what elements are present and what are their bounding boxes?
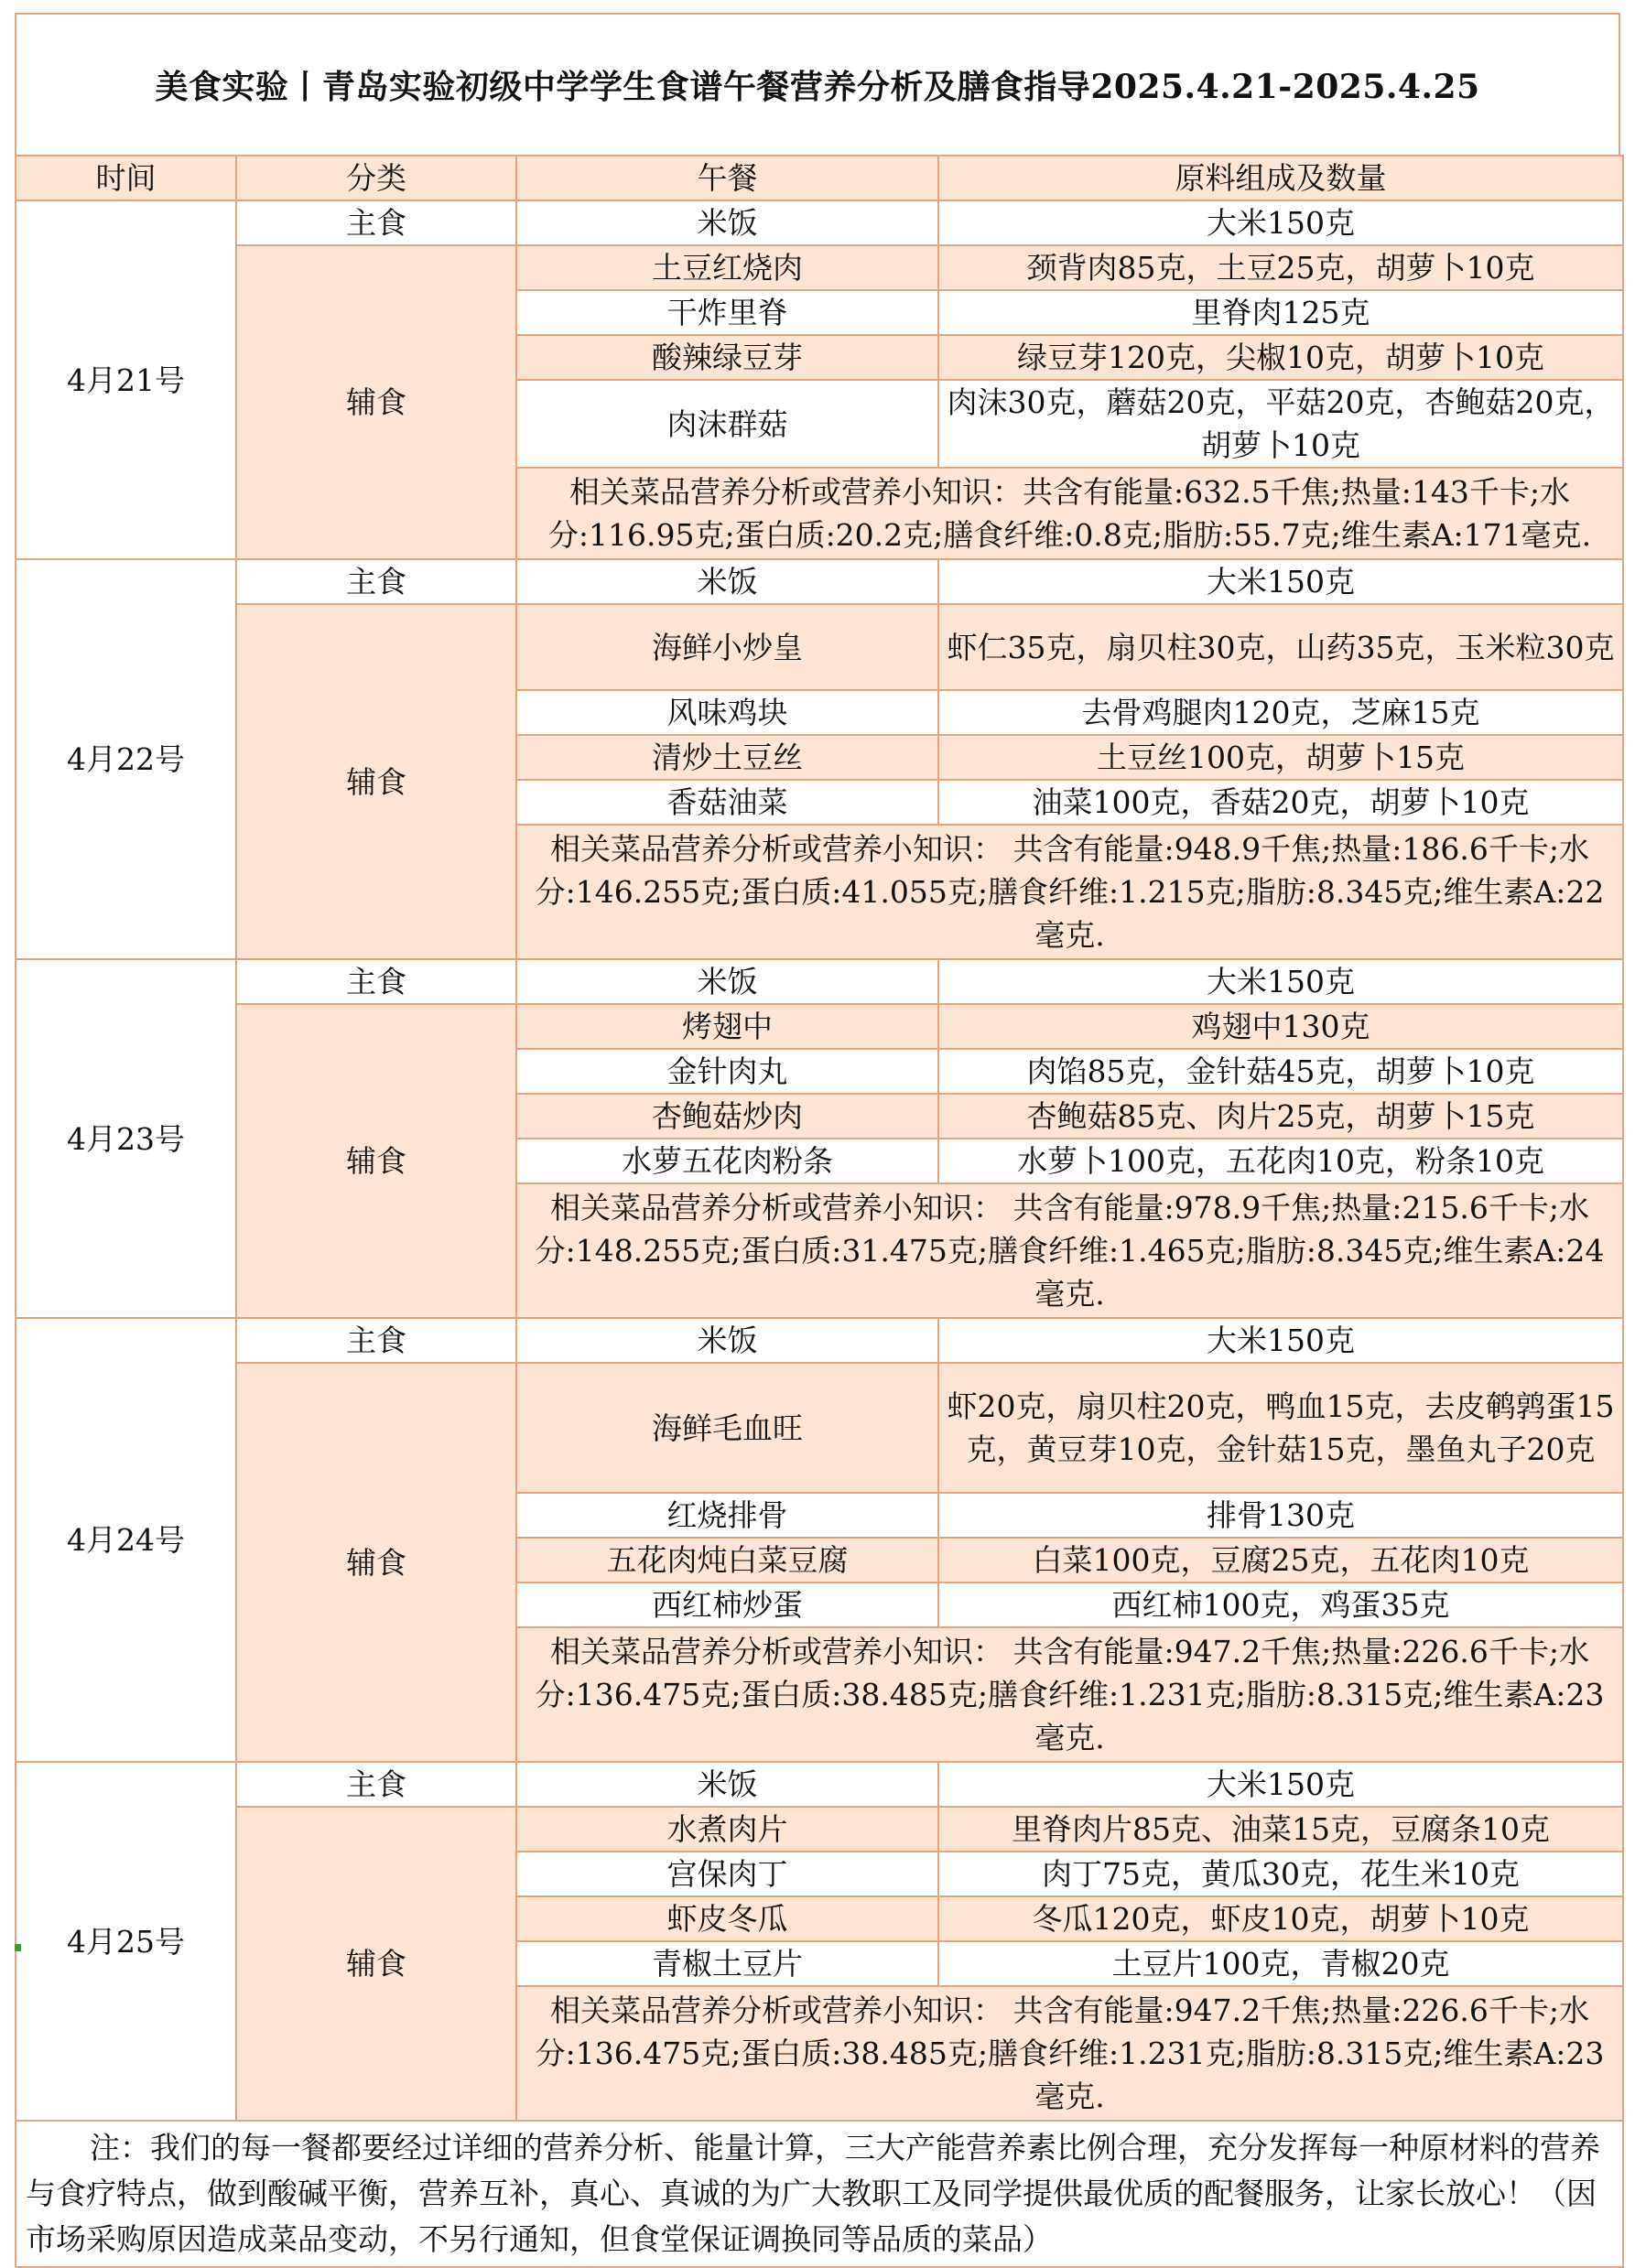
category-side: 辅食 — [236, 1807, 516, 2121]
dish-name: 土豆红烧肉 — [516, 245, 938, 290]
page-title: 美食实验丨青岛实验初级中学学生食谱午餐营养分析及膳食指导2025.4.21-2025.4.25 — [155, 68, 1480, 106]
dish-name: 虾皮冬瓜 — [516, 1896, 938, 1941]
dish-name: 米饭 — [516, 200, 938, 245]
dish-name: 红烧排骨 — [516, 1493, 938, 1538]
category-side: 辅食 — [236, 604, 516, 959]
date-cell: 4月25号 — [16, 1762, 236, 2121]
dish-name: 水萝五花肉粉条 — [516, 1139, 938, 1183]
category-staple: 主食 — [236, 200, 516, 245]
dish-ingredients: 绿豆芽120克，尖椒10克，胡萝卜10克 — [938, 335, 1623, 380]
category-staple: 主食 — [236, 1318, 516, 1363]
dish-ingredients: 大米150克 — [938, 959, 1623, 1004]
category-staple: 主食 — [236, 1762, 516, 1807]
dish-ingredients: 大米150克 — [938, 1762, 1623, 1807]
menu-sheet — [15, 13, 1622, 2257]
dish-ingredients: 土豆片100克，青椒20克 — [938, 1941, 1623, 1986]
date-cell: 4月24号 — [16, 1318, 236, 1762]
dish-name: 海鲜毛血旺 — [516, 1363, 938, 1493]
dish-ingredients: 杏鲍菇85克、肉片25克，胡萝卜15克 — [938, 1094, 1623, 1139]
dish-name: 青椒土豆片 — [516, 1941, 938, 1986]
table-row — [16, 1363, 1623, 1493]
dish-name: 干炸里脊 — [516, 290, 938, 335]
table-row — [16, 959, 1623, 1004]
dish-ingredients: 冬瓜120克，虾皮10克，胡萝卜10克 — [938, 1896, 1623, 1941]
date-cell: 4月21号 — [16, 200, 236, 559]
dish-name: 烤翅中 — [516, 1004, 938, 1049]
dish-ingredients: 西红柿100克，鸡蛋35克 — [938, 1582, 1623, 1627]
header-ingredients: 原料组成及数量 — [938, 156, 1623, 200]
table-row — [16, 1807, 1623, 1852]
dish-ingredients: 水萝卜100克，五花肉10克，粉条10克 — [938, 1139, 1623, 1183]
dish-name: 五花肉炖白菜豆腐 — [516, 1538, 938, 1582]
header-time: 时间 — [16, 156, 236, 200]
dish-name: 肉沫群菇 — [516, 380, 938, 468]
table-row — [16, 1004, 1623, 1049]
dish-name: 海鲜小炒皇 — [516, 604, 938, 690]
dish-name: 米饭 — [516, 559, 938, 604]
dish-name: 米饭 — [516, 1318, 938, 1363]
dish-name: 香菇油菜 — [516, 780, 938, 825]
nutrition-info: 相关菜品营养分析或营养小知识： 共含有能量:947.2千焦;热量:226.6千卡;水分:136.475克;蛋白质:38.485克;膳食纤维:1.231克;脂肪:8.315克;维生素A:23毫克. — [516, 1627, 1623, 1762]
category-side: 辅食 — [236, 1363, 516, 1762]
nutrition-info: 相关菜品营养分析或营养小知识： 共含有能量:978.9千焦;热量:215.6千卡;水分:148.255克;蛋白质:31.475克;膳食纤维:1.465克;脂肪:8.345克;维生素A:24毫克. — [516, 1183, 1623, 1318]
title-box — [15, 13, 1620, 155]
date-cell: 4月23号 — [16, 959, 236, 1318]
footer-note: 注：我们的每一餐都要经过详细的营养分析、能量计算，三大产能营养素比例合理，充分发挥每一种原材料的营养与食疗特点，做到酸碱平衡，营养互补，真心、真诚的为广大教职工及同学提供最优质的配餐服务，让家长放心！（因市场采购原因造成菜品变动，不另行通知，但食堂保证调换同等品质的菜品） — [16, 2121, 1623, 2267]
note-row — [16, 2121, 1623, 2267]
dish-ingredients: 颈背肉85克，土豆25克，胡萝卜10克 — [938, 245, 1623, 290]
dish-name: 米饭 — [516, 959, 938, 1004]
header-row — [16, 156, 1623, 200]
table-row — [16, 559, 1623, 604]
category-side: 辅食 — [236, 1004, 516, 1318]
table-row — [16, 245, 1623, 290]
menu-table — [15, 155, 1624, 2268]
dish-ingredients: 虾20克，扇贝柱20克，鸭血15克，去皮鹌鹑蛋15克，黄豆芽10克，金针菇15克，墨鱼丸子20克 — [938, 1363, 1623, 1493]
dish-ingredients: 肉沫30克，蘑菇20克，平菇20克，杏鲍菇20克，胡萝卜10克 — [938, 380, 1623, 468]
category-side: 辅食 — [236, 245, 516, 559]
dish-ingredients: 里脊肉125克 — [938, 290, 1623, 335]
table-row — [16, 1318, 1623, 1363]
header-lunch: 午餐 — [516, 156, 938, 200]
dish-name: 酸辣绿豆芽 — [516, 335, 938, 380]
nutrition-info: 相关菜品营养分析或营养小知识： 共含有能量:947.2千焦;热量:226.6千卡;水分:136.475克;蛋白质:38.485克;膳食纤维:1.231克;脂肪:8.315克;维生素A:23毫克. — [516, 1986, 1623, 2121]
header-category: 分类 — [236, 156, 516, 200]
dish-name: 杏鲍菇炒肉 — [516, 1094, 938, 1139]
date-cell: 4月22号 — [16, 559, 236, 959]
dish-ingredients: 土豆丝100克，胡萝卜15克 — [938, 735, 1623, 780]
table-row — [16, 604, 1623, 690]
dish-ingredients: 肉馅85克，金针菇45克，胡萝卜10克 — [938, 1049, 1623, 1094]
dish-ingredients: 去骨鸡腿肉120克，芝麻15克 — [938, 690, 1623, 735]
nutrition-info: 相关菜品营养分析或营养小知识：共含有能量:632.5千焦;热量:143千卡;水分:116.95克;蛋白质:20.2克;膳食纤维:0.8克;脂肪:55.7克;维生素A:171毫克. — [516, 468, 1623, 559]
category-staple: 主食 — [236, 559, 516, 604]
dish-ingredients: 油菜100克，香菇20克，胡萝卜10克 — [938, 780, 1623, 825]
dish-name: 金针肉丸 — [516, 1049, 938, 1094]
dish-ingredients: 排骨130克 — [938, 1493, 1623, 1538]
dish-ingredients: 大米150克 — [938, 1318, 1623, 1363]
dish-ingredients: 虾仁35克，扇贝柱30克，山药35克，玉米粒30克 — [938, 604, 1623, 690]
nutrition-info: 相关菜品营养分析或营养小知识： 共含有能量:948.9千焦;热量:186.6千卡;水分:146.255克;蛋白质:41.055克;膳食纤维:1.215克;脂肪:8.345克;维生素A:22毫克. — [516, 825, 1623, 959]
dish-ingredients: 里脊肉片85克、油菜15克，豆腐条10克 — [938, 1807, 1623, 1852]
dish-name: 西红柿炒蛋 — [516, 1582, 938, 1627]
dish-ingredients: 肉丁75克，黄瓜30克，花生米10克 — [938, 1852, 1623, 1896]
table-row — [16, 1762, 1623, 1807]
dish-ingredients: 大米150克 — [938, 200, 1623, 245]
dish-ingredients: 白菜100克，豆腐25克，五花肉10克 — [938, 1538, 1623, 1582]
dish-name: 米饭 — [516, 1762, 938, 1807]
dish-name: 水煮肉片 — [516, 1807, 938, 1852]
dish-ingredients: 鸡翅中130克 — [938, 1004, 1623, 1049]
cell-marker — [15, 1944, 21, 1951]
dish-name: 风味鸡块 — [516, 690, 938, 735]
dish-name: 清炒土豆丝 — [516, 735, 938, 780]
dish-name: 宫保肉丁 — [516, 1852, 938, 1896]
category-staple: 主食 — [236, 959, 516, 1004]
table-row — [16, 200, 1623, 245]
dish-ingredients: 大米150克 — [938, 559, 1623, 604]
